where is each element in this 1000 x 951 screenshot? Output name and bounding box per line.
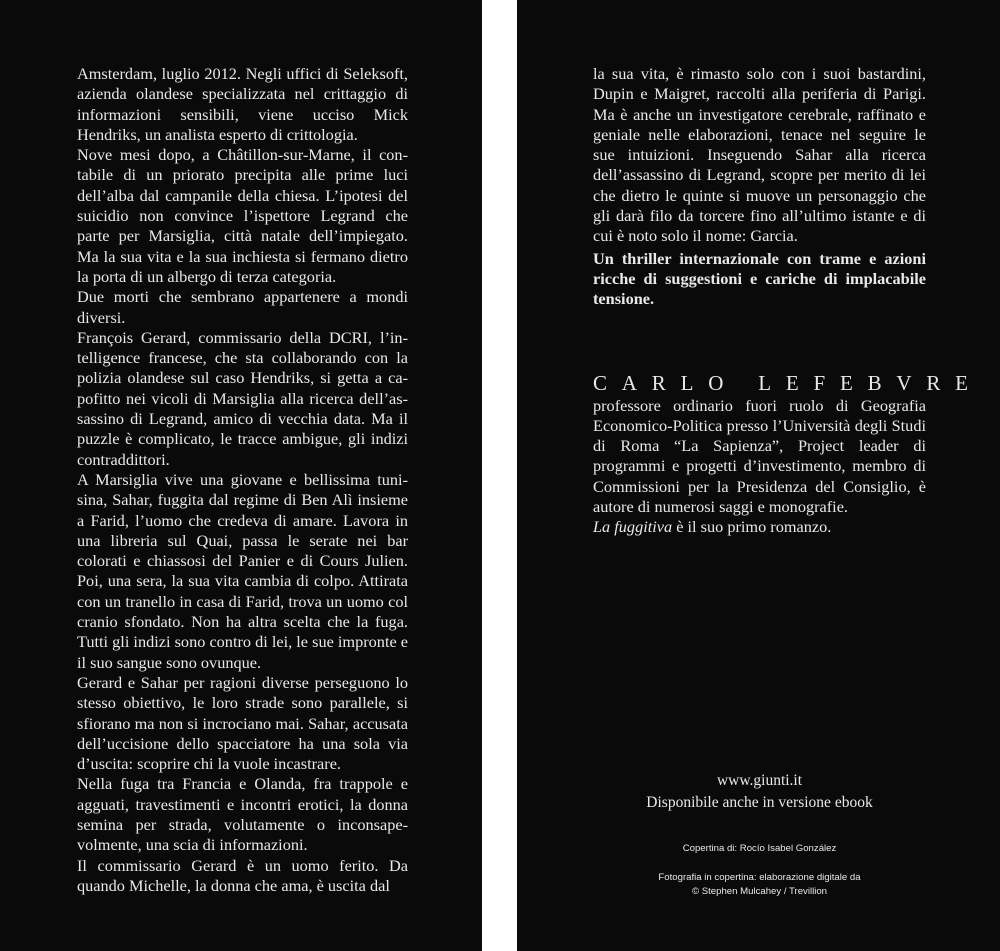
- website-link[interactable]: www.giunti.it: [716, 772, 803, 789]
- synopsis-continuation: la sua vita, è rimasto solo con i suoi bastardini, Dupin e Maigret, raccolti alla periferia di Parigi. Ma è anche un investigatore cerebrale, raffinato e geniale nelle elaborazioni, tenace nel seguire le sue intuizioni. Inseguendo Sahar alla ricerca dell’assassino di Legrand, scopre per merito di lei che dietro le quinte si muove un personaggio che gli darà filo da torcere fino all’ultimo istante e di cui è noto solo il nome: Garcia.: [593, 64, 926, 246]
- synopsis-paragraph: Nella fuga tra Francia e Olanda, fra trappole e agguati, travestimenti e incontri erotici, la donna semina per strada, volutamente o inconsapevolmente, una scia di informazioni.: [77, 774, 408, 855]
- author-bio: professore ordinario fuori ruolo di Geografia Economico-Politica presso l’Università degli Studi di Roma “La Sapienza”, Project leader di programmi e progetti d’investimento, membro di Commissioni per la Presidenza del Consiglio, è autore di numerosi saggi e monografie.: [593, 395, 926, 517]
- synopsis-paragraph: Gerard e Sahar per ragioni diverse perseguono lo stesso obiettivo, le loro strade sono parallele, si sfiorano ma non si incrociano mai. Sahar, accusata dell’uccisione dello spacciatore ha una sola via d’uscita: scoprire chi la vuole incastrare.: [77, 672, 408, 774]
- novel-note: [593, 517, 926, 537]
- novel-note-text: è il suo primo romanzo.: [672, 517, 832, 537]
- publisher-info: [593, 770, 926, 814]
- left-flap: [0, 0, 482, 951]
- right-flap: [517, 0, 1000, 951]
- tagline: Un thriller internazionale con trame e azioni ricche di suggestioni e cariche di implacabile tensione.: [593, 248, 926, 309]
- synopsis-paragraph: Nove mesi dopo, a Châtillon-sur-Marne, il contabile di un priorato precipita alle prime luci dell’alba dal campanile della chiesa. L’ipotesi del suicidio non convince l’ispettore Legrand che parte per Marsiglia, città natale dell’impiegato. Ma la sua vita e la sua inchiesta si fermano dietro la porta di un albergo di terza categoria.: [77, 145, 408, 286]
- photo-credit-line: Fotografia in copertina: elaborazione digitale da: [658, 872, 861, 883]
- synopsis-paragraph: A Marsiglia vive una giovane e bellissima tunisina, Sahar, fuggita dal regime di Ben Alì insieme a Farid, l’uomo che credeva di amare. Lavora in una libreria sul Quai, passa le serate nei bar colorati e chiassosi del Panier e di Cours Julien. Poi, una sera, la sua vita cambia di colpo. Attirata con un tranello in casa di Farid, trova un uomo col cranio sfondato. Non ha altra scelta che la fuga. Tutti gli indizi sono contro di lei, le sue impronte e il suo sangue sono ovunque.: [77, 469, 408, 672]
- novel-title: La fuggitiva: [593, 517, 673, 537]
- right-text: [593, 64, 983, 538]
- cover-credit-text: Copertina di: Rocío Isabel González: [682, 843, 837, 854]
- author-name: CARLO LEFEBVRE: [593, 370, 983, 395]
- synopsis-text: [77, 64, 408, 896]
- photo-credit-line: © Stephen Mulcahey / Trevillion: [691, 886, 828, 897]
- synopsis-paragraph: Amsterdam, luglio 2012. Negli uffici di Seleksoft, azienda olandese specializzata nel crittaggio di informazioni sensibili, viene ucciso Mick Hendriks, un analista esperto di crittologia.: [77, 64, 408, 144]
- synopsis-paragraph: Due morti che sembrano appartenere a mondi diversi.: [77, 287, 408, 327]
- photo-credit: [593, 871, 926, 899]
- synopsis-paragraph: Il commissario Gerard è un uomo ferito. Da quando Michelle, la donna che ama, è uscita dal: [77, 855, 408, 895]
- synopsis-paragraph: François Gerard, commissario della DCRI, l’intelligence francese, che sta collaborando con la polizia olandese sul caso Hendriks, si getta a capofitto nei vicoli di Marsiglia alla ricerca dell’assassino di Legrand, amico di vecchia data. Ma il puzzle è complicato, le tracce ambigue, gli indizi contraddittori.: [77, 327, 408, 469]
- cover-credit: [593, 842, 926, 856]
- ebook-note: Disponibile anche in versione ebook: [646, 794, 873, 811]
